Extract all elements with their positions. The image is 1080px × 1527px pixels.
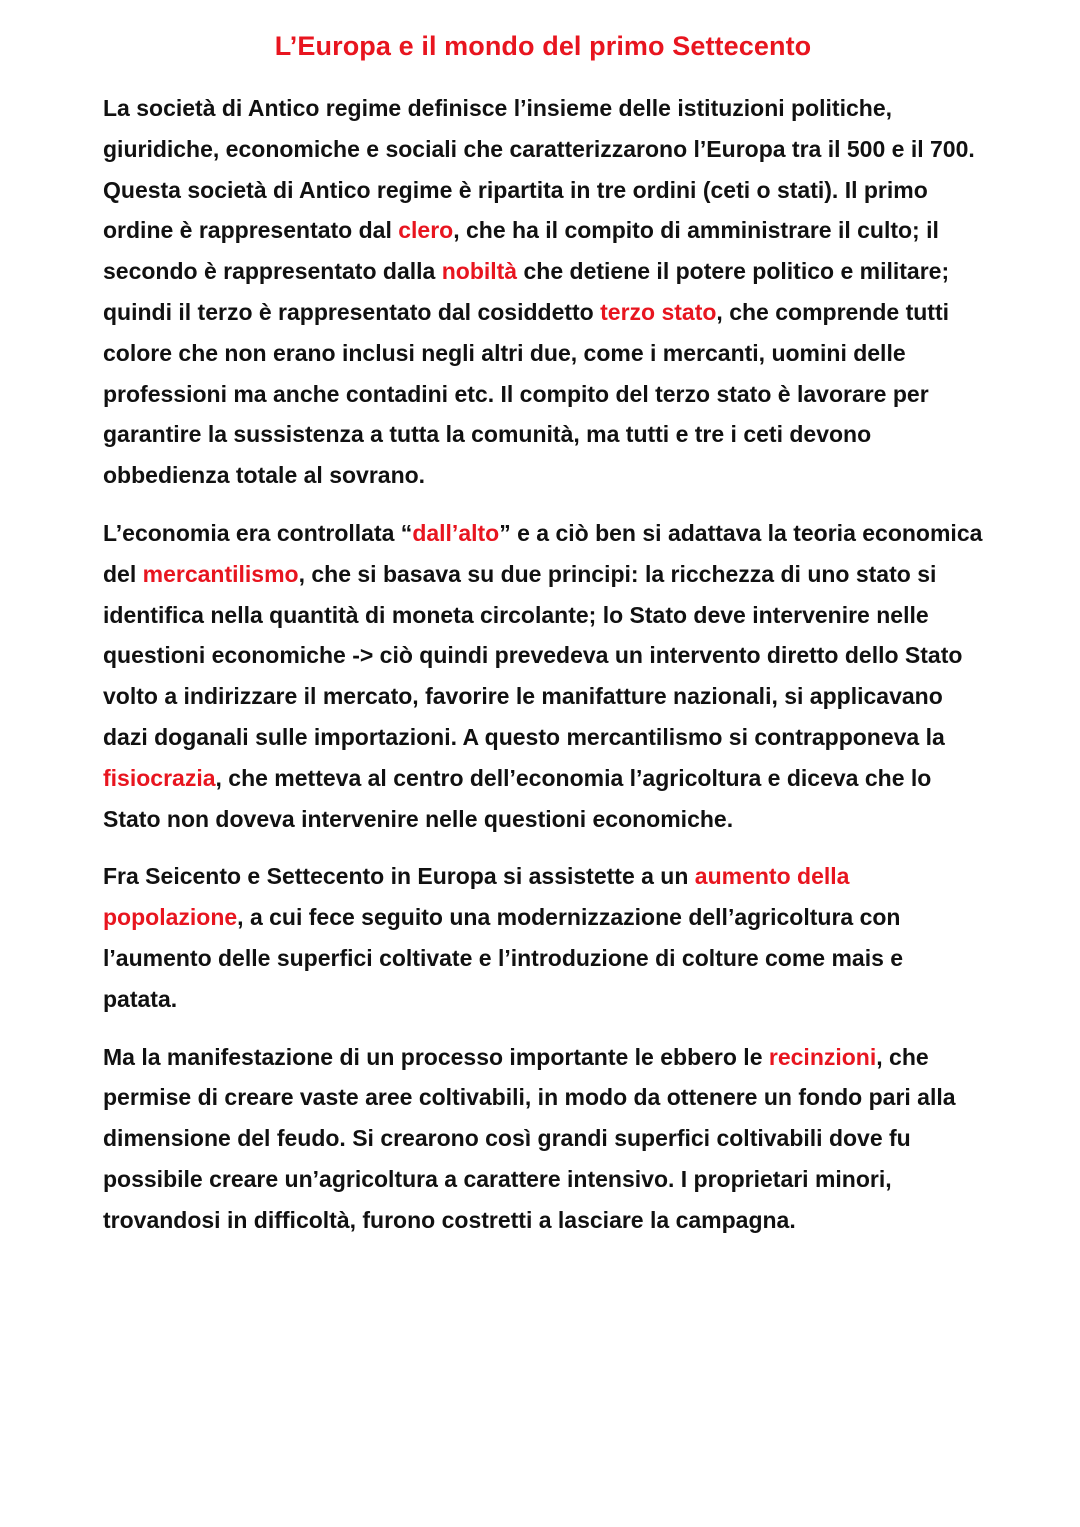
highlight-clero: clero [398, 217, 454, 244]
highlight-mercantilismo: mercantilismo [142, 560, 299, 587]
paragraph-text: L’economia era controllata “ [103, 519, 413, 546]
page-title: L’Europa e il mondo del primo Settecento [274, 31, 812, 61]
highlight-dall-alto: dall’alto [412, 519, 500, 546]
paragraph-text: , che metteva al centro dell’economia l’agricoltura e diceva che lo Stato non doveva intervenire nelle questioni economiche. [103, 764, 932, 832]
highlight-terzo-stato: terzo stato [600, 298, 717, 325]
document-page [103, 0, 983, 1241]
paragraph-text: , che si basava su due principi: la ricchezza di uno stato si identifica nella quantità di moneta circolante; lo Stato deve intervenire nelle questioni economiche -> ciò quindi prevedeva un intervento diretto dello Stato volto a indirizzare il mercato, favorire le manifatture nazionali, si applicavano dazi doganali sulle importazioni. A questo mercantilismo si contrapponeva la [103, 560, 963, 750]
highlight-nobilta: nobiltà [441, 258, 518, 285]
highlight-fisiocrazia: fisiocrazia [103, 764, 216, 791]
paragraph-economia [103, 513, 983, 839]
highlight-recinzioni: recinzioni [768, 1043, 877, 1070]
paragraph-text: , a cui fece seguito una modernizzazione dell’agricoltura con l’aumento delle superfici coltivate e l’introduzione di colture come mais e patata. [103, 904, 904, 1012]
paragraph-text: che detiene il potere politico e militare; quindi il terzo è rappresentato dal cosiddetto [103, 258, 950, 325]
paragraph-text: Ma la manifestazione di un processo importante le ebbero le [103, 1043, 769, 1070]
paragraph-popolazione [103, 856, 983, 1019]
highlight-aumento-popolazione: aumento della popolazione [103, 863, 850, 931]
paragraph-antico-regime [103, 88, 983, 496]
paragraph-text: , che comprende tutti colore che non erano inclusi negli altri due, come i mercanti, uomini delle professioni ma anche contadini etc. Il compito del terzo stato è lavorare per garantire la sussistenza a tutta la comunità, ma tutti e tre i ceti devono obbedienza totale al sovrano. [103, 298, 950, 489]
paragraph-text: , che ha il compito di amministrare il culto; il secondo è rappresentato dalla [103, 217, 939, 285]
paragraph-text: , che permise di creare vaste aree coltivabili, in modo da ottenere un fondo pari alla dimensione del feudo. Si crearono così grandi superfici coltivabili dove fu possibile creare un’agricoltura a carattere intensivo. I proprietari minori, trovandosi in difficoltà, furono costretti a lasciare la campagna. [103, 1043, 956, 1233]
paragraph-text: Fra Seicento e Settecento in Europa si assistette a un [103, 863, 695, 890]
paragraph-text: La società di Antico regime definisce l’insieme delle istituzioni politiche, giuridiche, economiche e sociali che caratterizzarono l’Europa tra il 500 e il 700. Questa società di Antico regime è ripartita in tre ordini (ceti o stati). Il primo ordine è rappresentato dal [103, 95, 975, 244]
paragraph-recinzioni [103, 1037, 983, 1241]
paragraph-text: ” e a ciò ben si adattava la teoria economica del [103, 519, 983, 587]
